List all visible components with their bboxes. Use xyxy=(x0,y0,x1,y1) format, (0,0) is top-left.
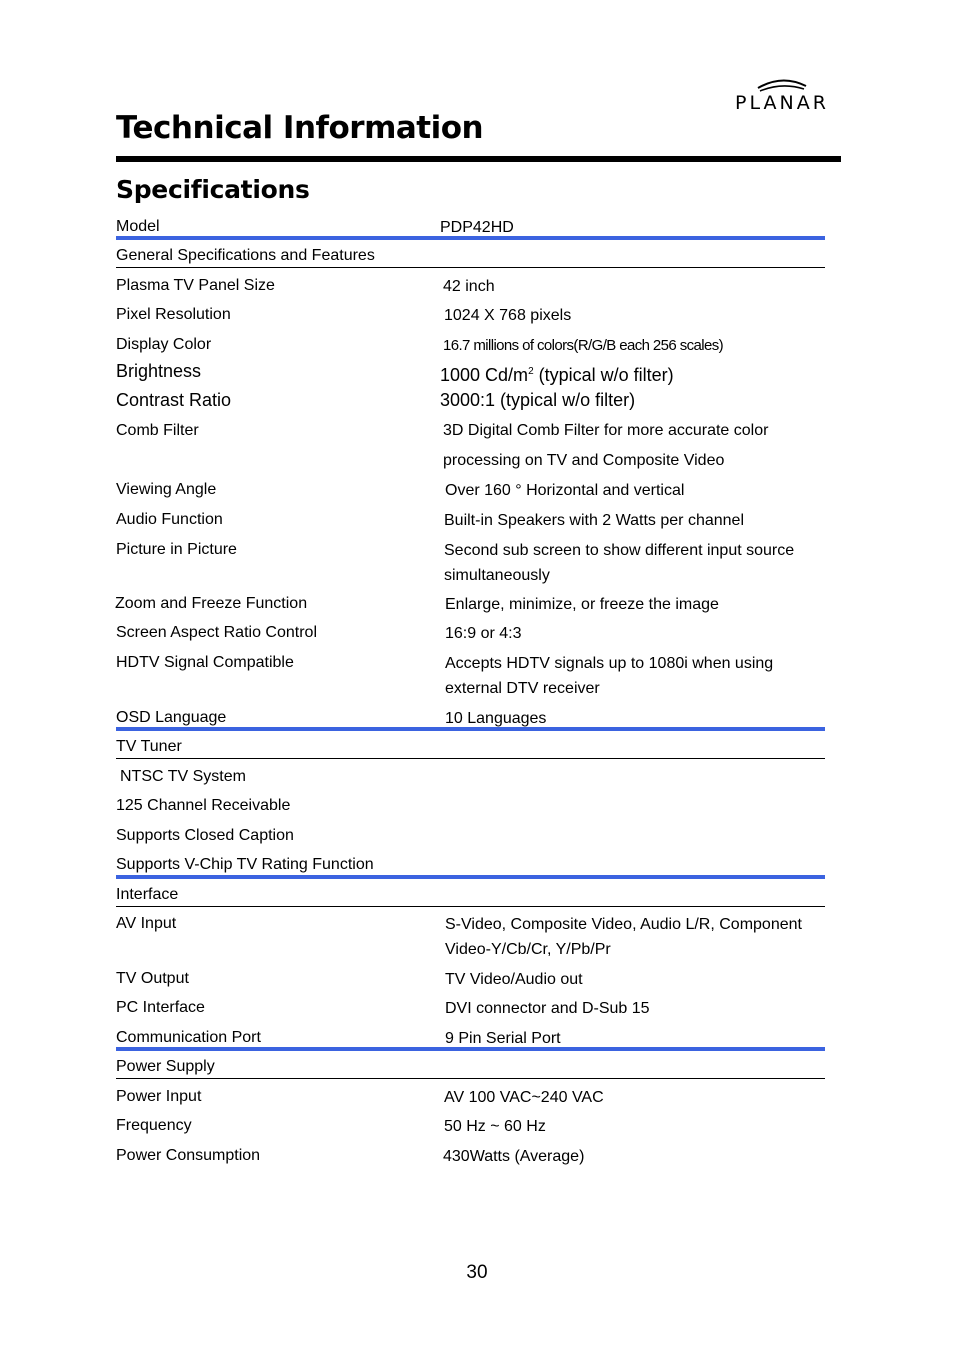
spec-value: Over 160 ° Horizontal and vertical xyxy=(445,482,685,499)
black-divider xyxy=(116,267,825,268)
spec-label: Pixel Resolution xyxy=(116,306,231,323)
blue-divider xyxy=(116,1047,825,1051)
spec-label: Brightness xyxy=(116,361,202,381)
spec-value: TV Video/Audio out xyxy=(445,971,583,988)
tuner-item-text: Supports V-Chip TV Rating Function xyxy=(116,856,374,873)
title-divider xyxy=(116,156,841,162)
spec-value: DVI connector and D-Sub 15 xyxy=(445,1000,650,1017)
spec-label: Communication Port xyxy=(116,1029,261,1046)
black-divider xyxy=(116,1078,825,1079)
spec-label: Display Color xyxy=(116,336,212,353)
spec-label: Viewing Angle xyxy=(116,481,217,498)
spec-value: 430Watts (Average) xyxy=(443,1148,585,1165)
page-title: Technical Information xyxy=(116,110,484,146)
tuner-item-text: 125 Channel Receivable xyxy=(116,797,291,814)
spec-value xyxy=(440,359,825,388)
spec-label: Picture in Picture xyxy=(116,541,237,558)
black-divider xyxy=(116,906,825,907)
spec-value: 9 Pin Serial Port xyxy=(445,1030,561,1047)
spec-value: PDP42HD xyxy=(440,219,514,236)
spec-label: Screen Aspect Ratio Control xyxy=(116,624,317,641)
spec-label: Plasma TV Panel Size xyxy=(116,277,275,294)
brightness-value: 1000 Cd/m xyxy=(440,365,529,385)
spec-value: 42 inch xyxy=(443,278,495,295)
section-title-text: TV Tuner xyxy=(116,738,182,755)
logo-text: PLANAR xyxy=(735,92,829,114)
spec-value: 1024 X 768 pixels xyxy=(444,307,572,324)
tuner-item-text: NTSC TV System xyxy=(120,768,246,785)
spec-value: 3000:1 (typical w/o filter) xyxy=(440,390,636,410)
spec-value: 16.7 millions of colors(R/G/B each 256 scales) xyxy=(443,337,724,354)
spec-label: Audio Function xyxy=(116,511,223,528)
spec-value: Second sub screen to show different input source simultaneously xyxy=(444,542,795,584)
spec-label: Contrast Ratio xyxy=(116,390,232,410)
blue-divider xyxy=(116,875,825,879)
spec-label: Power Input xyxy=(116,1088,202,1105)
tuner-item-text: Supports Closed Caption xyxy=(116,827,294,844)
spec-value: 10 Languages xyxy=(445,710,547,727)
brightness-note: (typical w/o filter) xyxy=(533,365,674,385)
spec-value: Enlarge, minimize, or freeze the image xyxy=(445,596,719,613)
black-divider xyxy=(116,758,825,759)
section-title-text: Power Supply xyxy=(116,1058,215,1075)
spec-value: S-Video, Composite Video, Audio L/R, Component Video-Y/Cb/Cr, Y/Pb/Pr xyxy=(445,916,802,958)
section-title-text: Interface xyxy=(116,886,179,903)
planar-logo xyxy=(724,76,840,116)
blue-divider xyxy=(116,727,825,731)
spec-label: Model xyxy=(116,218,160,235)
spec-label: OSD Language xyxy=(116,709,227,726)
spec-value xyxy=(443,419,828,476)
spec-value: 50 Hz ~ 60 Hz xyxy=(444,1118,546,1135)
page-number: 30 xyxy=(466,1262,488,1283)
spec-value-line: processing on TV and Composite Video xyxy=(443,452,725,469)
spec-value: Built-in Speakers with 2 Watts per channel xyxy=(444,512,744,529)
spec-label: Comb Filter xyxy=(116,422,199,439)
spec-label: HDTV Signal Compatible xyxy=(116,654,294,671)
spec-value-line: 3D Digital Comb Filter for more accurate color xyxy=(443,422,769,439)
spec-value: 16:9 or 4:3 xyxy=(445,625,522,642)
spec-label: AV Input xyxy=(116,915,177,932)
spec-value: Accepts HDTV signals up to 1080i when using external DTV receiver xyxy=(445,655,774,697)
superscript: 2 xyxy=(528,366,534,377)
spec-label: Power Consumption xyxy=(116,1147,261,1164)
section-title-text: General Specifications and Features xyxy=(116,247,375,264)
spec-label: PC Interface xyxy=(116,999,205,1016)
blue-divider xyxy=(116,236,825,240)
spec-label: TV Output xyxy=(116,970,189,987)
spec-value: AV 100 VAC~240 VAC xyxy=(444,1089,604,1106)
section-heading: Specifications xyxy=(116,175,310,204)
spec-label: Zoom and Freeze Function xyxy=(115,595,308,612)
spec-label: Frequency xyxy=(116,1117,192,1134)
